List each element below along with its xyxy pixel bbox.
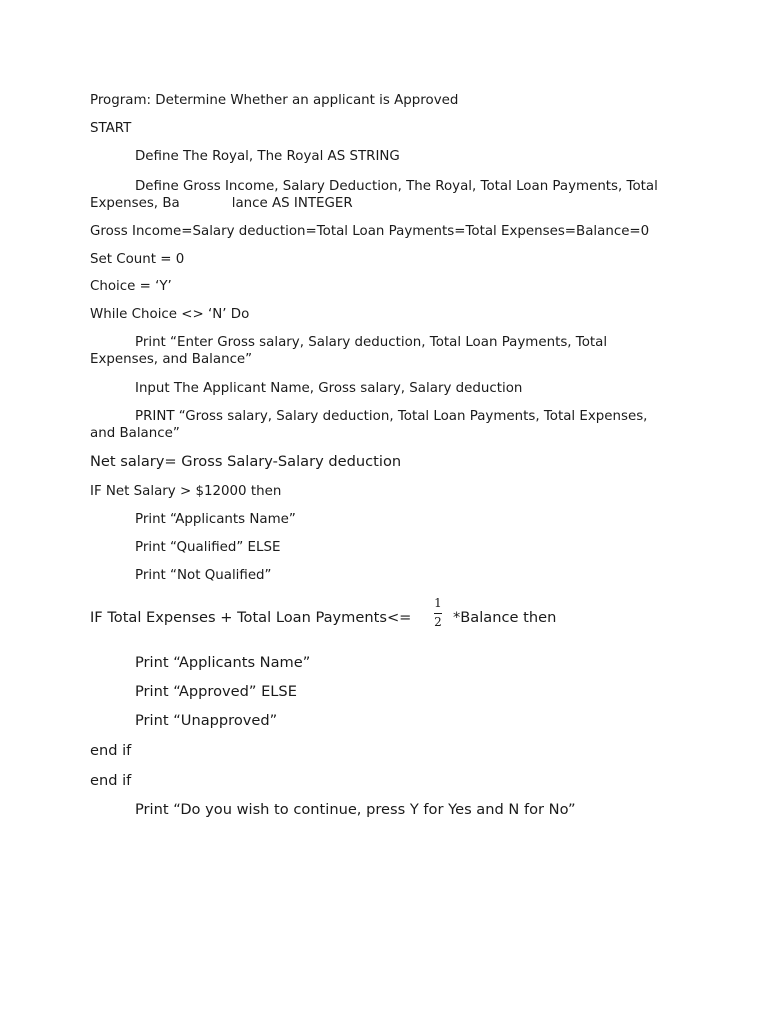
choice-statement: Choice = ‘Y’ <box>90 279 172 294</box>
print-upper-statement <box>90 408 690 442</box>
fraction-bar <box>434 613 442 614</box>
while-statement: While Choice <> ‘N’ Do <box>90 307 250 322</box>
print-approved-statement: Print “Approved” ELSE <box>135 683 297 700</box>
define-integer-line-1: Define Gross Income, Salary Deduction, The Royal, Total Loan Payments, Total <box>135 179 658 194</box>
balance-then-text: *Balance then <box>453 609 557 626</box>
print-continue-statement: Print “Do you wish to continue, press Y for Yes and N for No” <box>135 801 576 818</box>
define-string-statement: Define The Royal, The Royal AS STRING <box>135 149 400 164</box>
print-upper-line-2: and Balance” <box>90 426 180 441</box>
end-if-statement-2: end if <box>90 772 132 789</box>
fraction-denominator: 2 <box>434 615 442 629</box>
set-count-statement: Set Count = 0 <box>90 252 185 267</box>
define-integer-line-2 <box>90 195 690 212</box>
if-net-salary-statement: IF Net Salary > $12000 then <box>90 484 282 499</box>
end-if-statement-1: end if <box>90 742 132 759</box>
define-integer-line-2-part-b: lance AS INTEGER <box>231 196 353 211</box>
print-not-qualified-statement: Print “Not Qualified” <box>135 568 272 583</box>
input-statement: Input The Applicant Name, Gross salary, Salary deduction <box>135 381 523 396</box>
print-enter-line-2: Expenses, and Balance” <box>90 352 253 367</box>
net-salary-statement: Net salary= Gross Salary-Salary deduction <box>90 453 402 470</box>
print-applicants-name-1: Print “Applicants Name” <box>135 512 296 527</box>
start-statement: START <box>90 121 132 136</box>
define-integer-line-2-part-a: Expenses, Ba <box>90 196 180 211</box>
define-integer-statement <box>90 178 690 212</box>
one-half-fraction <box>432 596 444 632</box>
print-unapproved-statement: Print “Unapproved” <box>135 712 278 729</box>
program-title: Program: Determine Whether an applicant is Approved <box>90 93 459 108</box>
print-applicants-name-2: Print “Applicants Name” <box>135 654 311 671</box>
fraction-numerator: 1 <box>434 596 442 610</box>
print-enter-statement <box>90 334 690 368</box>
init-variables-statement: Gross Income=Salary deduction=Total Loan Payments=Total Expenses=Balance=0 <box>90 224 650 239</box>
print-upper-line-1: PRINT “Gross salary, Salary deduction, Total Loan Payments, Total Expenses, <box>135 409 648 424</box>
print-enter-line-1: Print “Enter Gross salary, Salary deduction, Total Loan Payments, Total <box>135 335 608 350</box>
print-qualified-statement: Print “Qualified” ELSE <box>135 540 281 555</box>
if-total-expenses-text: IF Total Expenses + Total Loan Payments<= <box>90 609 412 626</box>
